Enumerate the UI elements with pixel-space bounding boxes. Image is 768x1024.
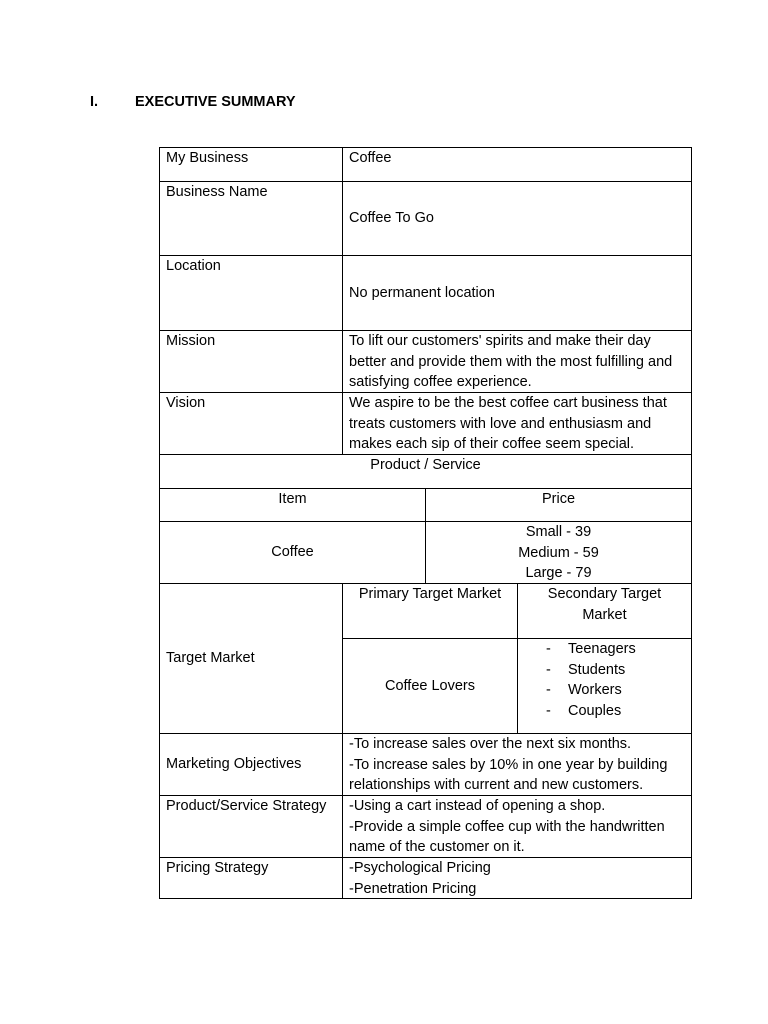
product-service-strategy-label: Product/Service Strategy bbox=[160, 796, 343, 858]
section-title: EXECUTIVE SUMMARY bbox=[135, 94, 296, 110]
product-item-cell bbox=[160, 522, 426, 584]
product-service-header: Product / Service bbox=[160, 455, 692, 489]
my-business-value: Coffee bbox=[343, 148, 692, 182]
item-header: Item bbox=[160, 489, 426, 522]
list-item: - Teenagers bbox=[546, 641, 636, 657]
my-business-label: My Business bbox=[160, 148, 343, 182]
primary-target-value: Coffee Lovers bbox=[384, 677, 475, 694]
vision-value: We aspire to be the best coffee cart business that treats customers with love and enthusiasm and makes each sip of their coffee seem special. bbox=[343, 393, 692, 455]
marketing-objectives-label: Marketing Objectives bbox=[166, 756, 302, 773]
location-value: No permanent location bbox=[349, 284, 495, 301]
list-item: - Workers bbox=[546, 682, 622, 698]
business-name-value: Coffee To Go bbox=[349, 210, 434, 227]
strategy-line: -Using a cart instead of opening a shop. bbox=[349, 798, 606, 814]
price-large: Large - 79 bbox=[525, 565, 592, 581]
list-item: - Couples bbox=[546, 702, 622, 719]
price-small: Small - 39 bbox=[525, 524, 592, 540]
secondary-target-header: Secondary Target Market bbox=[518, 584, 692, 639]
marketing-objectives-value bbox=[343, 734, 692, 796]
vision-label: Vision bbox=[160, 393, 343, 455]
pricing-line: -Psychological Pricing bbox=[349, 860, 491, 876]
product-service-strategy-value bbox=[343, 796, 692, 858]
executive-summary-table bbox=[159, 147, 692, 899]
mission-label: Mission bbox=[160, 331, 343, 393]
pricing-strategy-label: Pricing Strategy bbox=[160, 858, 343, 899]
marketing-objectives-label-cell bbox=[160, 734, 343, 796]
secondary-target-list bbox=[518, 639, 692, 734]
marketing-objective-line: -To increase sales by 10% in one year by building relationships with current and new customers. bbox=[349, 756, 668, 793]
pricing-line: -Penetration Pricing bbox=[349, 880, 477, 897]
target-market-label-cell bbox=[160, 584, 343, 734]
price-medium: Medium - 59 bbox=[518, 544, 599, 561]
price-list bbox=[426, 522, 692, 584]
product-item: Coffee bbox=[271, 544, 314, 561]
pricing-strategy-value bbox=[343, 858, 692, 899]
primary-target-cell bbox=[343, 639, 518, 734]
strategy-line: -Provide a simple coffee cup with the handwritten name of the customer on it. bbox=[349, 818, 665, 855]
list-item: - Students bbox=[546, 661, 626, 678]
business-name-label: Business Name bbox=[160, 182, 343, 256]
price-header: Price bbox=[426, 489, 692, 522]
business-name-cell bbox=[343, 182, 692, 256]
section-number: I. bbox=[90, 94, 99, 110]
primary-target-header: Primary Target Market bbox=[343, 584, 518, 639]
target-market-label: Target Market bbox=[166, 650, 255, 667]
mission-value: To lift our customers' spirits and make their day better and provide them with the most fulfilling and satisfying coffee experience. bbox=[343, 331, 692, 393]
marketing-objective-line: -To increase sales over the next six months. bbox=[349, 736, 632, 752]
location-cell bbox=[343, 256, 692, 331]
location-label: Location bbox=[160, 256, 343, 331]
